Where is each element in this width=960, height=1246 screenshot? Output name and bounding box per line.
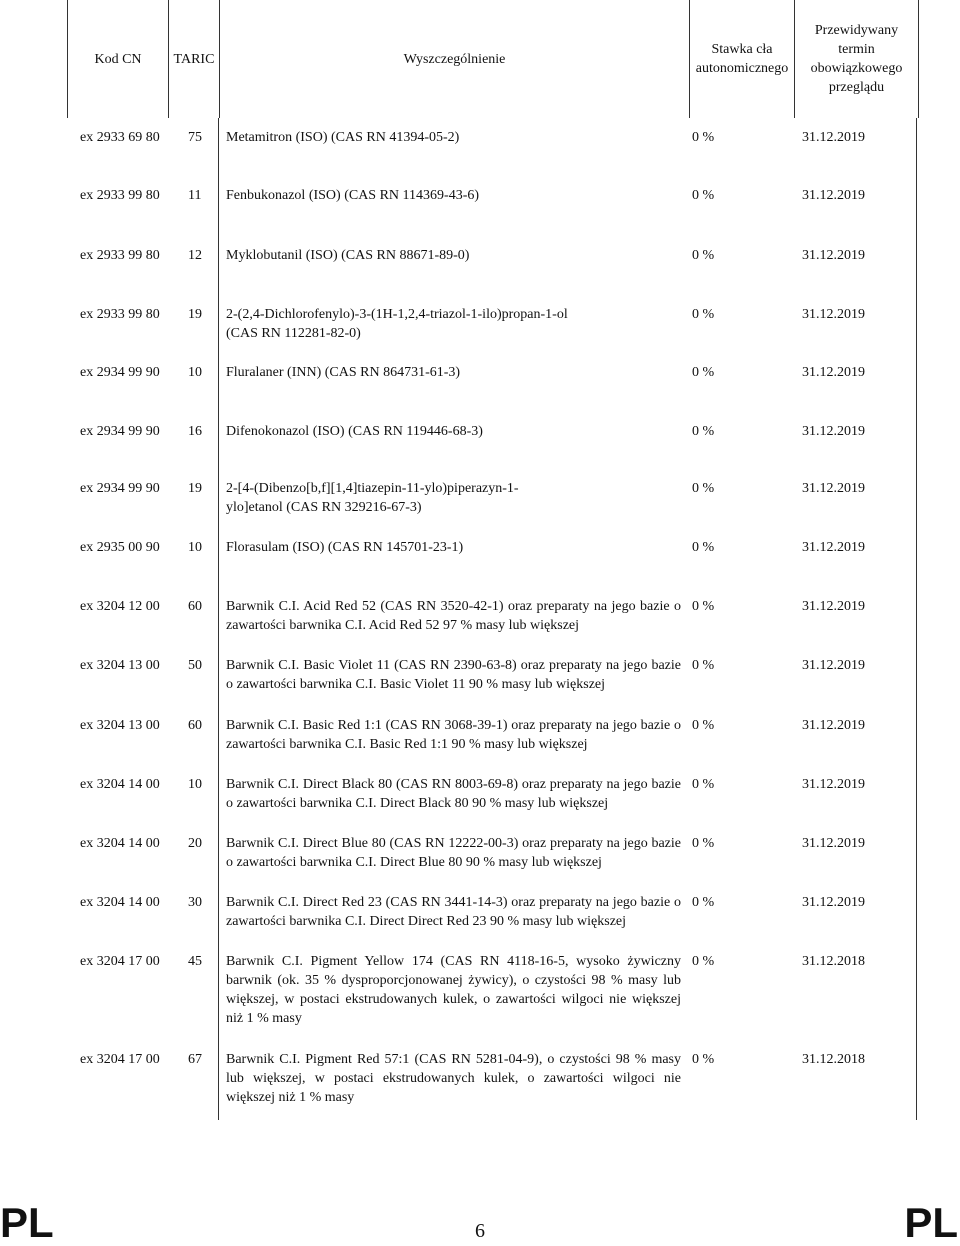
cell-review-date: 31.12.2019 — [802, 307, 865, 322]
cell-taric: 19 — [188, 481, 202, 496]
cell-rate: 0 % — [692, 658, 715, 673]
cell-taric: 10 — [188, 540, 202, 555]
column-divider-desc — [218, 118, 219, 1120]
cell-kod-cn: ex 3204 17 00 — [80, 954, 160, 969]
cell-review-date: 31.12.2019 — [802, 895, 865, 910]
cell-review-date: 31.12.2018 — [802, 954, 865, 969]
cell-description: Barwnik C.I. Pigment Yellow 174 (CAS RN 4118-16-5, wysoko żywiczny barwnik (ok. 35 % dysproporcjonowanej żywicy), o czystości 98 % masy lub większej, w postaci ekstrudowanych kulek, o zawartości wilgoci nie większej niż 1 % masy — [226, 954, 681, 1026]
cell-description: Barwnik C.I. Pigment Red 57:1 (CAS RN 5281-04-9), o czystości 98 % masy lub większej, w postaci ekstrudowanych kulek, o zawartości wilgoci nie większej niż 1 % masy — [226, 1052, 681, 1105]
cell-review-date: 31.12.2019 — [802, 365, 865, 380]
cell-description: Barwnik C.I. Direct Blue 80 (CAS RN 12222-00-3) oraz preparaty na jego bazie o zawartości barwnika C.I. Direct Blue 80 90 % masy lub większej — [226, 836, 681, 870]
cell-description: Barwnik C.I. Acid Red 52 (CAS RN 3520-42-1) oraz preparaty na jego bazie o zawartości barwnika C.I. Acid Red 52 97 % masy lub większej — [226, 599, 681, 633]
cell-description: Barwnik C.I. Direct Red 23 (CAS RN 3441-14-3) oraz preparaty na jego bazie o zawartości barwnika C.I. Direct Direct Red 23 90 % masy lub większej — [226, 895, 681, 929]
cell-rate: 0 % — [692, 1052, 715, 1067]
cell-taric: 12 — [188, 248, 202, 263]
cell-kod-cn: ex 3204 13 00 — [80, 718, 160, 733]
cell-rate: 0 % — [692, 954, 715, 969]
cell-description: Fluralaner (INN) (CAS RN 864731-61-3) — [226, 365, 461, 380]
cell-review-date: 31.12.2019 — [802, 658, 865, 673]
cell-taric: 19 — [188, 307, 202, 322]
header-kod-cn: Kod CN — [68, 0, 169, 118]
header-stawka: Stawka cła autonomicznego — [690, 0, 795, 118]
cell-kod-cn: ex 3204 14 00 — [80, 836, 160, 851]
cell-kod-cn: ex 2933 99 80 — [80, 188, 160, 203]
cell-review-date: 31.12.2019 — [802, 599, 865, 614]
cell-description: Myklobutanil (ISO) (CAS RN 88671-89-0) — [226, 248, 470, 263]
cell-kod-cn: ex 2934 99 90 — [80, 481, 160, 496]
cell-taric: 60 — [188, 599, 202, 614]
cell-description: 2-[4-(Dibenzo[b,f][1,4]tiazepin-11-ylo)piperazyn-1-ylo]etanol (CAS RN 329216-67-3) — [226, 481, 519, 515]
header-wyszczegolnienie: Wyszczególnienie — [220, 0, 690, 118]
cell-kod-cn: ex 3204 17 00 — [80, 1052, 160, 1067]
cell-kod-cn: ex 2935 00 90 — [80, 540, 160, 555]
cell-review-date: 31.12.2019 — [802, 836, 865, 851]
cell-kod-cn: ex 2934 99 90 — [80, 365, 160, 380]
cell-kod-cn: ex 2933 69 80 — [80, 130, 160, 145]
cell-taric: 30 — [188, 895, 202, 910]
cell-rate: 0 % — [692, 599, 715, 614]
cell-rate: 0 % — [692, 130, 715, 145]
cell-review-date: 31.12.2019 — [802, 248, 865, 263]
cell-description: Difenokonazol (ISO) (CAS RN 119446-68-3) — [226, 424, 483, 439]
table-right-border — [916, 118, 917, 1120]
cell-kod-cn: ex 3204 14 00 — [80, 895, 160, 910]
cell-review-date: 31.12.2019 — [802, 481, 865, 496]
page-number: 6 — [475, 1220, 485, 1242]
cell-taric: 67 — [188, 1052, 202, 1067]
footer-lang-left: PL — [0, 1199, 54, 1246]
cell-review-date: 31.12.2019 — [802, 130, 865, 145]
cell-rate: 0 % — [692, 424, 715, 439]
cell-taric: 45 — [188, 954, 202, 969]
cell-review-date: 31.12.2019 — [802, 777, 865, 792]
cell-rate: 0 % — [692, 307, 715, 322]
cell-description: Barwnik C.I. Basic Red 1:1 (CAS RN 3068-39-1) oraz preparaty na jego bazie o zawartości barwnika C.I. Basic Red 1:1 90 % masy lub większej — [226, 718, 681, 752]
cell-kod-cn: ex 2934 99 90 — [80, 424, 160, 439]
cell-review-date: 31.12.2019 — [802, 188, 865, 203]
cell-description: Metamitron (ISO) (CAS RN 41394-05-2) — [226, 130, 460, 145]
cell-rate: 0 % — [692, 777, 715, 792]
cell-description: 2-(2,4-Dichlorofenylo)-3-(1H-1,2,4-triazol-1-ilo)propan-1-ol (CAS RN 112281-82-0) — [226, 307, 568, 341]
cell-kod-cn: ex 3204 14 00 — [80, 777, 160, 792]
cell-rate: 0 % — [692, 481, 715, 496]
cell-description: Barwnik C.I. Direct Black 80 (CAS RN 8003-69-8) oraz preparaty na jego bazie o zawartości barwnika C.I. Direct Black 80 90 % masy lub większej — [226, 777, 681, 811]
cell-taric: 50 — [188, 658, 202, 673]
cell-kod-cn: ex 2933 99 80 — [80, 307, 160, 322]
cell-taric: 10 — [188, 777, 202, 792]
cell-kod-cn: ex 3204 12 00 — [80, 599, 160, 614]
cell-review-date: 31.12.2018 — [802, 1052, 865, 1067]
cell-rate: 0 % — [692, 365, 715, 380]
cell-taric: 10 — [188, 365, 202, 380]
cell-rate: 0 % — [692, 836, 715, 851]
cell-taric: 16 — [188, 424, 202, 439]
cell-taric: 11 — [188, 188, 202, 203]
cell-rate: 0 % — [692, 248, 715, 263]
cell-description: Barwnik C.I. Basic Violet 11 (CAS RN 2390-63-8) oraz preparaty na jego bazie o zawartości barwnika C.I. Basic Violet 11 90 % masy lub większej — [226, 658, 681, 692]
cell-rate: 0 % — [692, 895, 715, 910]
cell-description: Fenbukonazol (ISO) (CAS RN 114369-43-6) — [226, 188, 480, 203]
cell-taric: 60 — [188, 718, 202, 733]
cell-review-date: 31.12.2019 — [802, 540, 865, 555]
cell-description: Florasulam (ISO) (CAS RN 145701-23-1) — [226, 540, 464, 555]
table-header — [67, 0, 919, 118]
cell-taric: 20 — [188, 836, 202, 851]
cell-rate: 0 % — [692, 718, 715, 733]
cell-kod-cn: ex 3204 13 00 — [80, 658, 160, 673]
cell-taric: 75 — [188, 130, 202, 145]
cell-review-date: 31.12.2019 — [802, 718, 865, 733]
cell-rate: 0 % — [692, 188, 715, 203]
footer-lang-right: PL — [904, 1199, 958, 1246]
cell-rate: 0 % — [692, 540, 715, 555]
header-termin: Przewidywany termin obowiązkowego przeglądu — [810, 23, 903, 95]
header-taric: TARIC — [169, 0, 220, 118]
cell-kod-cn: ex 2933 99 80 — [80, 248, 160, 263]
cell-review-date: 31.12.2019 — [802, 424, 865, 439]
